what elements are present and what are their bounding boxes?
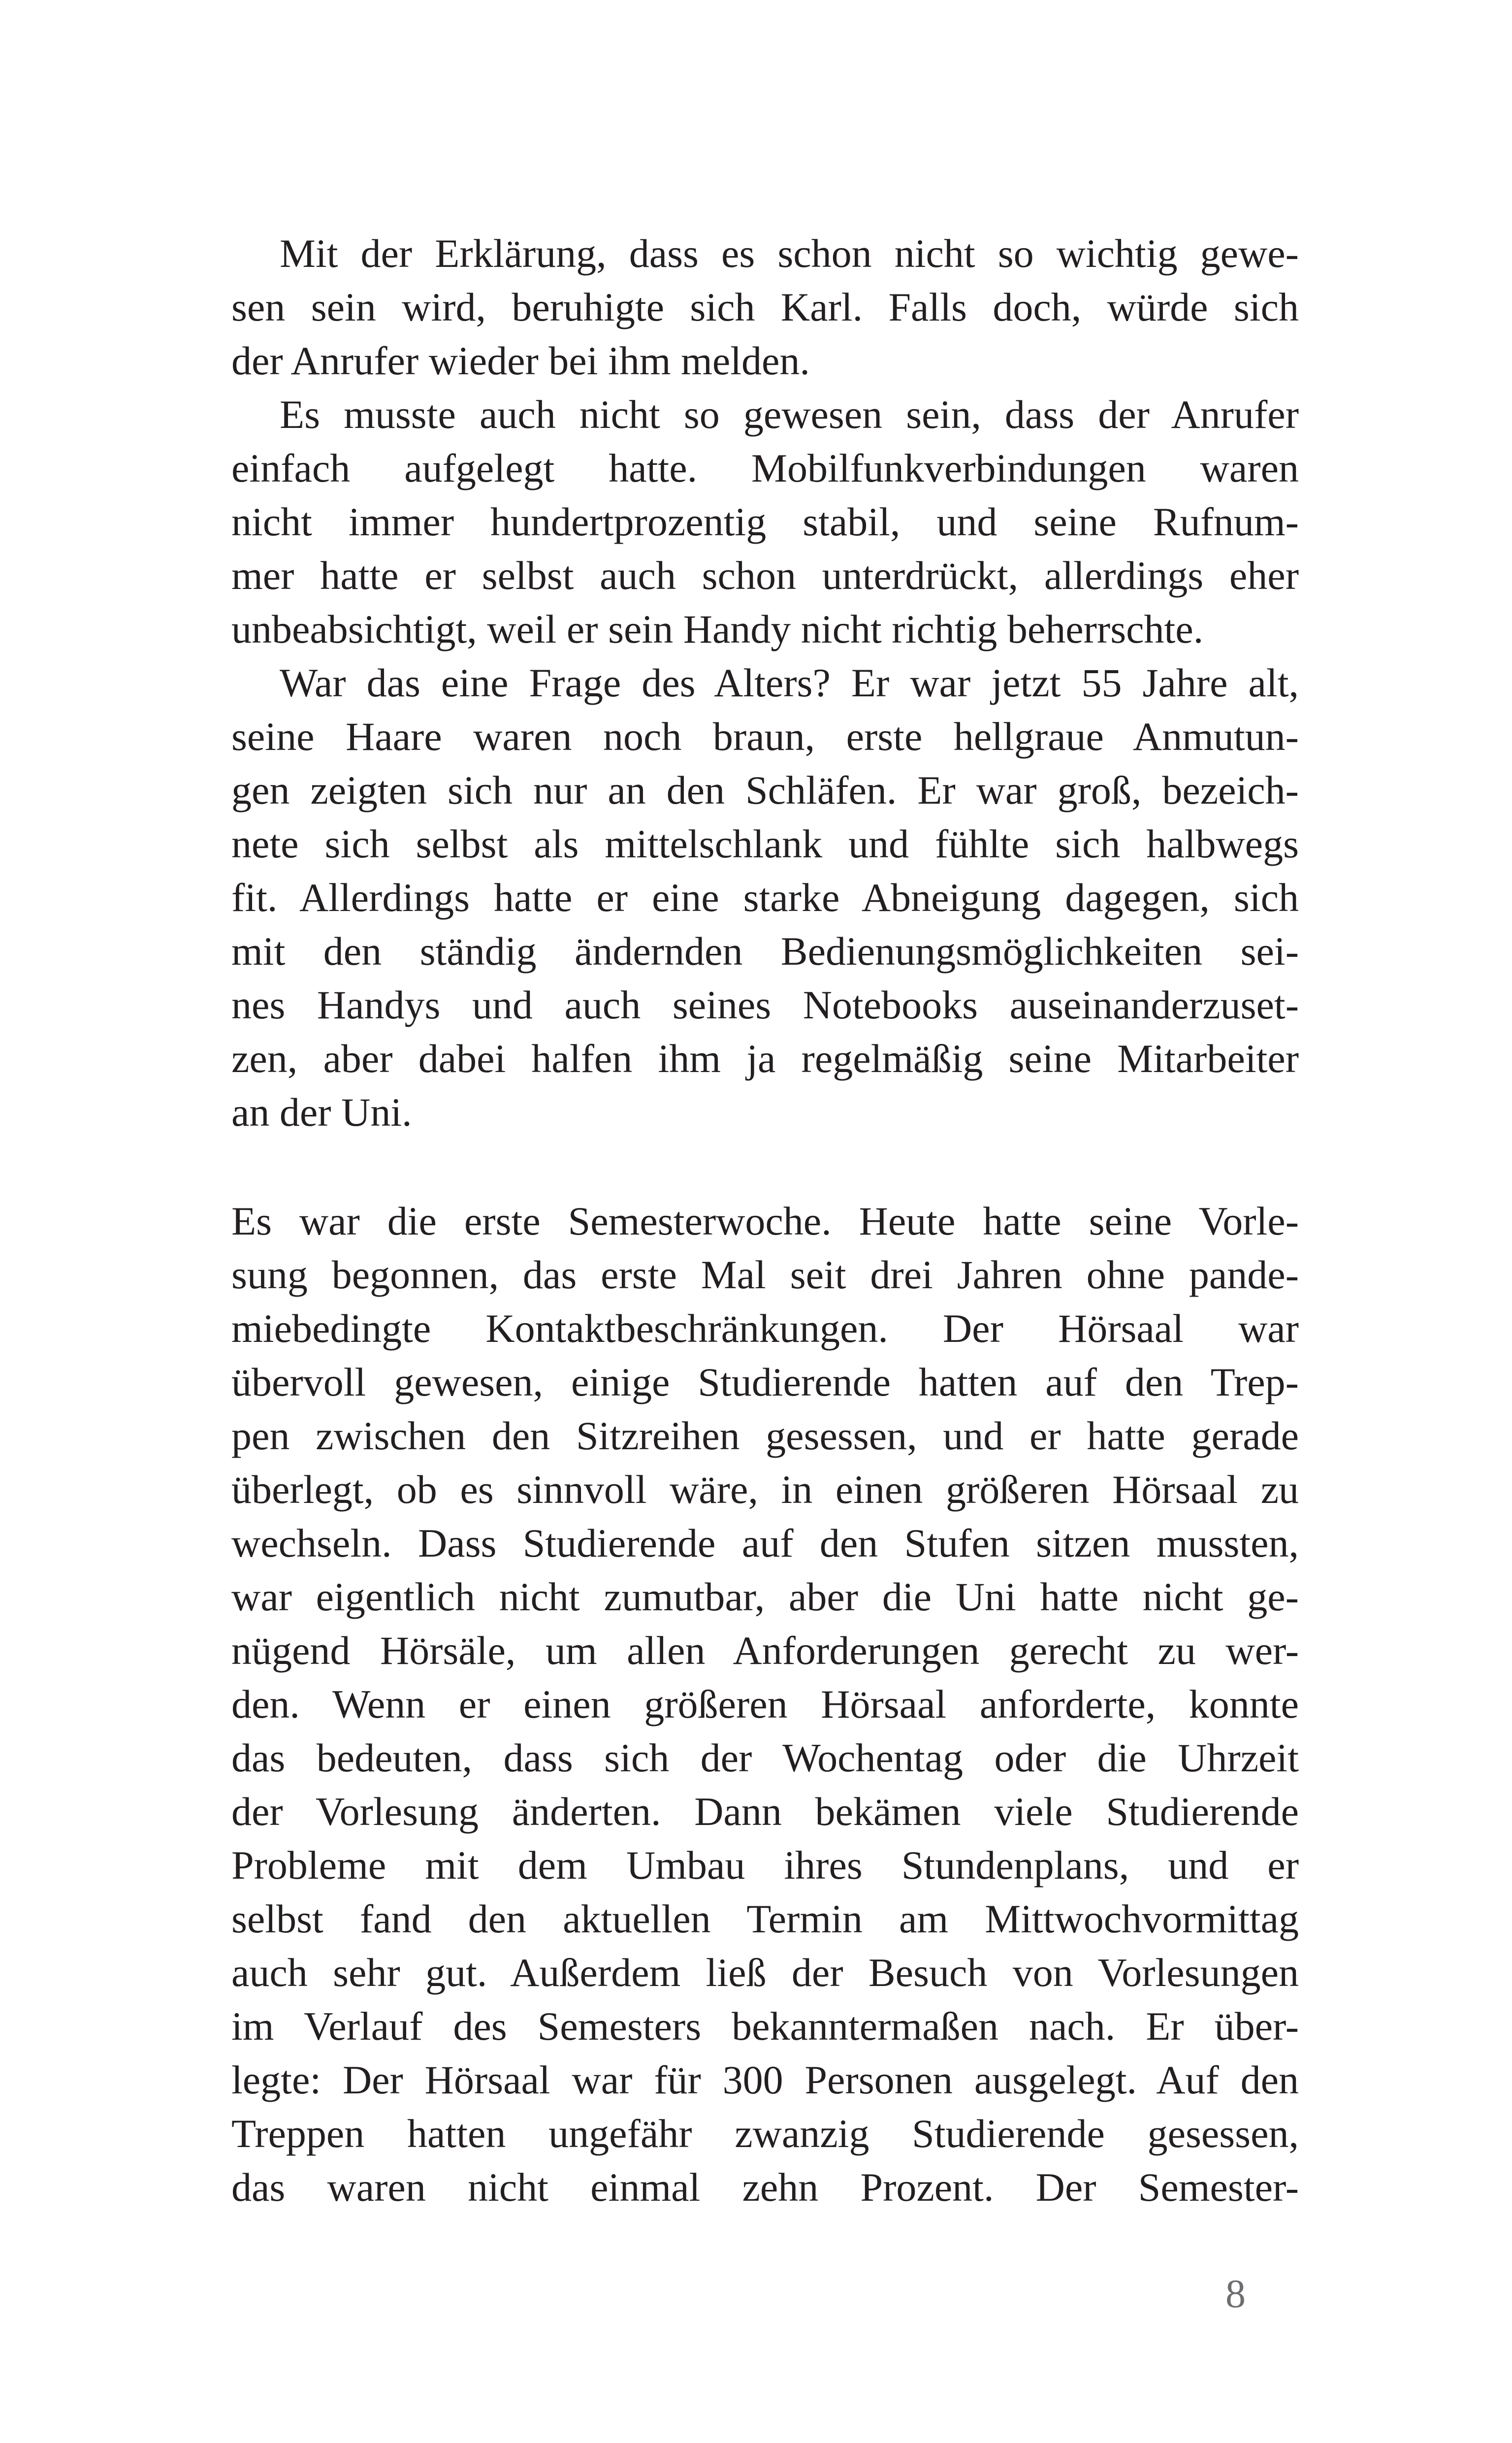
page-number: 8 xyxy=(1225,2271,1246,2316)
text-line: sen sein wird, beruhigte sich Karl. Falls doch, würde sich xyxy=(231,285,1299,329)
text-line: nügend Hörsäle, um allen Anforderungen gerecht zu wer- xyxy=(231,1628,1299,1673)
paragraph-1 xyxy=(231,227,1299,388)
text-line: übervoll gewesen, einige Studierende hatten auf den Trep- xyxy=(231,1360,1299,1404)
text-line: sung begonnen, das erste Mal seit drei Jahren ohne pande- xyxy=(231,1252,1299,1297)
text-line: nes Handys und auch seines Notebooks auseinanderzuset- xyxy=(231,982,1299,1027)
text-section-2 xyxy=(231,1194,1299,2214)
text-line: legte: Der Hörsaal war für 300 Personen ausgelegt. Auf den xyxy=(231,2057,1299,2102)
text-line: den. Wenn er einen größeren Hörsaal anforderte, konnte xyxy=(231,1682,1299,1726)
text-line: mit den ständig ändernden Bedienungsmöglichkeiten sei- xyxy=(231,929,1299,974)
text-line: nicht immer hundertprozentig stabil, und seine Rufnum- xyxy=(231,499,1299,544)
paragraph-4 xyxy=(231,1194,1299,2214)
text-line: Es war die erste Semesterwoche. Heute hatte seine Vorle- xyxy=(231,1199,1299,1243)
text-line: Mit der Erklärung, dass es schon nicht so wichtig gewe- xyxy=(280,231,1299,276)
text-line: selbst fand den aktuellen Termin am Mittwochvormittag xyxy=(231,1896,1299,1941)
text-line: das bedeuten, dass sich der Wochentag oder die Uhrzeit xyxy=(231,1735,1299,1780)
text-line: miebedingte Kontaktbeschränkungen. Der Hörsaal war xyxy=(231,1306,1299,1351)
text-line: mer hatte er selbst auch schon unterdrückt, allerdings eher xyxy=(231,553,1299,598)
text-line: an der Uni. xyxy=(231,1090,412,1135)
text-line: War das eine Frage des Alters? Er war jetzt 55 Jahre alt, xyxy=(280,660,1299,705)
text-line: zen, aber dabei halfen ihm ja regelmäßig seine Mitarbeiter xyxy=(231,1036,1299,1081)
text-line: fit. Allerdings hatte er eine starke Abneigung dagegen, sich xyxy=(231,875,1299,920)
text-line: gen zeigten sich nur an den Schläfen. Er war groß, bezeich- xyxy=(231,768,1299,813)
text-line: der Vorlesung änderten. Dann bekämen viele Studierende xyxy=(231,1789,1299,1834)
text-line: Treppen hatten ungefähr zwanzig Studierende gesessen, xyxy=(231,2111,1299,2156)
text-line: Probleme mit dem Umbau ihres Stundenplans, und er xyxy=(231,1843,1299,1888)
text-line: auch sehr gut. Außerdem ließ der Besuch von Vorlesungen xyxy=(231,1950,1299,1995)
text-line: im Verlauf des Semesters bekanntermaßen nach. Er über- xyxy=(231,2004,1299,2049)
text-line: einfach aufgelegt hatte. Mobilfunkverbindungen waren xyxy=(231,446,1299,490)
text-line: nete sich selbst als mittelschlank und fühlte sich halbwegs xyxy=(231,821,1299,866)
text-line: wechseln. Dass Studierende auf den Stufen sitzen mussten, xyxy=(231,1521,1299,1565)
text-line: überlegt, ob es sinnvoll wäre, in einen größeren Hörsaal zu xyxy=(231,1467,1299,1512)
text-section-1 xyxy=(231,227,1299,1139)
text-line: unbeabsichtigt, weil er sein Handy nicht richtig beherrschte. xyxy=(231,607,1204,651)
text-line: der Anrufer wieder bei ihm melden. xyxy=(231,338,810,383)
text-line: das waren nicht einmal zehn Prozent. Der Semester- xyxy=(231,2165,1299,2210)
text-line: seine Haare waren noch braun, erste hellgraue Anmutun- xyxy=(231,714,1299,759)
paragraph-3 xyxy=(231,656,1299,1139)
text-line: war eigentlich nicht zumutbar, aber die Uni hatte nicht ge- xyxy=(231,1574,1299,1619)
text-line: pen zwischen den Sitzreihen gesessen, und er hatte gerade xyxy=(231,1413,1299,1458)
paragraph-2 xyxy=(231,388,1299,656)
text-line: Es musste auch nicht so gewesen sein, dass der Anrufer xyxy=(280,392,1299,437)
